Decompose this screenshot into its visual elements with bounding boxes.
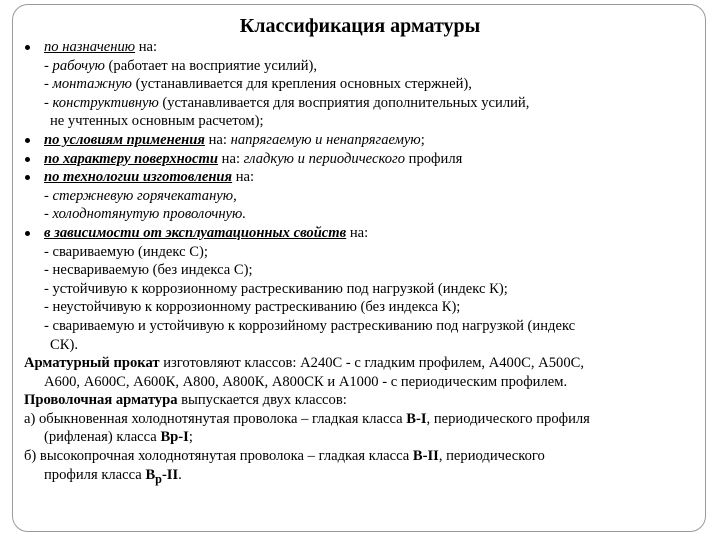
wire-a-line-2: (рифленая) класса Вр-I; [44, 429, 193, 446]
page-title: Классификация арматуры [239, 15, 481, 37]
properties-label: в зависимости от эксплуатационных свойств [44, 224, 347, 241]
wire-a-line-1: а) обыкновенная холоднотянутая проволока – гладкая класса В-I, периодического профиля [24, 410, 590, 427]
bullet-surface: по характеру поверхности на: гладкую и периодического профиля [24, 150, 704, 169]
surface-label: по характеру поверхности [44, 150, 219, 167]
wire-paragraph: Проволочная арматура выпускается двух классов: [24, 392, 347, 409]
purpose-label: по назначению [44, 39, 136, 55]
bullet-technology: по технологии изготовления на: [24, 168, 704, 187]
rolled-line-2: А600, А600С, А600К, А800, А800К, А800СК и А1000 - с периодическим профилем. [44, 373, 568, 390]
properties-line-4: - неустойчивую к коррозионному растрескиванию (без индекса К); [44, 299, 461, 316]
properties-line-5: - свариваемую и устойчивую к коррозийному растрескиванию под нагрузкой (индекс [44, 317, 576, 334]
bullet-properties: в зависимости от эксплуатационных свойств на: [24, 224, 704, 243]
purpose-suffix: на: [135, 39, 158, 55]
technology-label: по технологии изготовления [44, 169, 233, 186]
purpose-line-2: - монтажную (устанавливается для крепления основных стержней), [44, 76, 472, 93]
technology-line-2: - холоднотянутую проволочную. [44, 206, 246, 223]
conditions-label: по условиям применения [44, 131, 205, 148]
bullet-purpose [24, 38, 704, 57]
wire-a-class2: Вр-I [160, 429, 189, 446]
wire-a-class1: В-I [406, 410, 427, 427]
wire-b-line-1: б) высокопрочная холоднотянутая проволока – гладкая класса В-II, периодического [24, 448, 545, 465]
conditions-value: напрягаемую и ненапрягаемую [230, 131, 421, 148]
rolled-paragraph: Арматурный прокат изготовляют классов: А240С - с гладким профилем, А400С, А500С, [24, 355, 584, 372]
properties-continuation: СК). [50, 336, 78, 353]
wire-term: Проволочная арматура [24, 392, 178, 409]
wire-b-class2: $В_р-II$ [145, 466, 179, 486]
purpose-line-3: - конструктивную (устанавливается для восприятия дополнительных усилий, [44, 94, 530, 111]
purpose-continuation: не учтенных основным расчетом); [50, 113, 264, 130]
slide-content [24, 38, 704, 488]
bullet-conditions: по условиям применения на: напрягаемую и ненапрягаемую; [24, 131, 704, 150]
properties-line-3: - устойчивую к коррозионному растрескиванию под нагрузкой (индекс К); [44, 280, 508, 297]
purpose-line-1: - рабочую (работает на восприятие усилий), [44, 57, 318, 74]
properties-line-2: - несвариваемую (без индекса С); [44, 262, 253, 279]
technology-line-1: - стержневую горячекатаную, [44, 187, 237, 204]
rolled-term: Арматурный прокат [24, 355, 160, 372]
properties-line-1: - свариваемую (индекс С); [44, 243, 208, 260]
wire-b-line-2: профиля класса $В_р-II$. [44, 466, 182, 486]
wire-b-class1: В-II [412, 448, 439, 465]
surface-value: гладкую и периодического [243, 150, 405, 167]
